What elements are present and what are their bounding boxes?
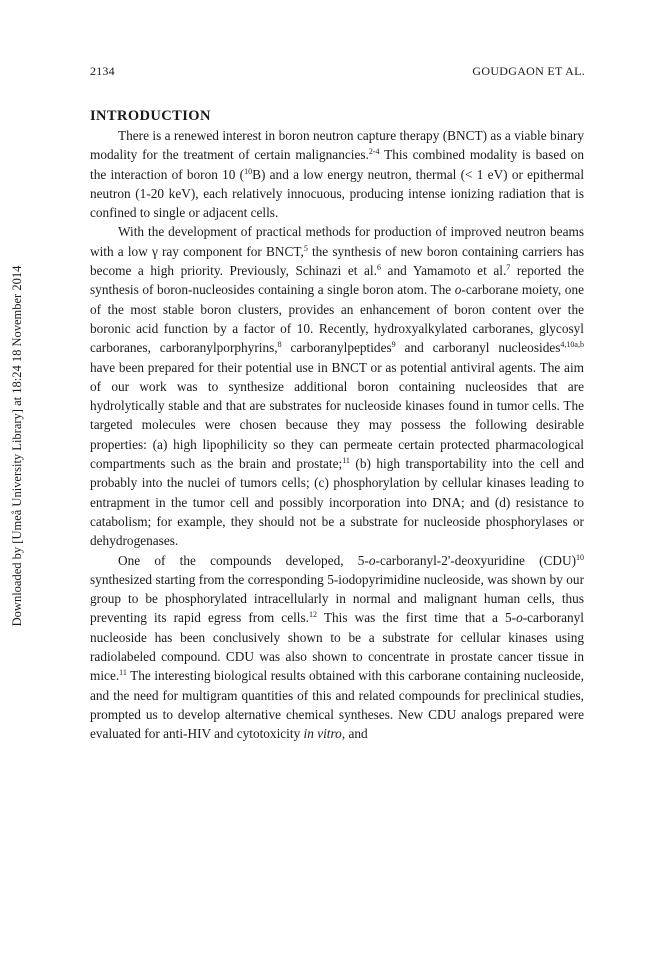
citation-superscript: 10 xyxy=(576,552,585,562)
citation-superscript: 8 xyxy=(277,340,282,350)
citation-superscript: 11 xyxy=(342,456,350,466)
text-run: There is a renewed interest in boron neutron capture therapy (BNCT) as a viable binary modality for the treatment of certain malignancies. xyxy=(90,128,584,163)
italic-text: o xyxy=(368,552,376,568)
page-number: 2134 xyxy=(90,64,115,78)
text-run: and carboranyl nucleosides xyxy=(395,340,561,356)
text-run: This was the first time that a 5- xyxy=(317,610,517,626)
text-run: One of the compounds developed, 5- xyxy=(118,552,369,568)
citation-superscript: 10 xyxy=(244,166,253,176)
paragraph xyxy=(90,126,584,222)
citation-superscript: 7 xyxy=(506,263,511,273)
citation-superscript: 9 xyxy=(391,340,396,350)
citation-superscript: 2-4 xyxy=(368,147,380,157)
text-run: -carboranyl-2'-deoxyuridine (CDU) xyxy=(375,552,577,568)
text-run: reported the synthesis of boron-nucleosides containing a single boron atom. The xyxy=(90,263,584,298)
text-run: synthesized starting from the corresponding 5-iodopyrimidine nucleoside, was shown by our group to be phosphorylated intracellularly in normal and malignant human cells, thus preventing its rapid egress from cells. xyxy=(90,571,584,626)
text-run: , and xyxy=(341,726,368,742)
italic-text: o xyxy=(516,610,523,626)
paragraph xyxy=(90,222,584,550)
section-heading: INTRODUCTION xyxy=(90,108,211,124)
text-run: carboranylpeptides xyxy=(281,340,392,356)
text-run: The interesting biological results obtained with this carborane containing nucleoside, and the need for multigram quantities of this and related compounds for preclinical studies, prompted us to develop alternative chemical syntheses. New CDU analogs prepared were evaluated for anti-HIV and cytotoxicity xyxy=(90,668,584,742)
citation-superscript: 11 xyxy=(119,668,127,678)
citation-superscript: 5 xyxy=(303,243,308,253)
body-text xyxy=(90,126,584,744)
download-watermark xyxy=(8,206,26,686)
text-run: B) and a low energy neutron, thermal (< 1 eV) or epithermal neutron (1-20 keV), each relatively innocuous, producing intense ionizing radiation that is confined to single or adjacent cells. xyxy=(90,166,585,221)
citation-superscript: 12 xyxy=(309,610,317,620)
citation-superscript: 6 xyxy=(376,263,381,273)
italic-text: o xyxy=(454,282,462,298)
citation-superscript: 4,10a,b xyxy=(560,340,584,350)
text-run: -carboranyl nucleoside has been conclusively shown to be a substrate for cellular kinases using radiolabeled compound. CDU was also shown to concentrate in prostate cancer tissue in mice. xyxy=(90,610,584,684)
text-run: the synthesis of new boron containing carriers has become a high priority. Previously, Schinazi et al. xyxy=(90,243,585,279)
text-run: (b) high transportability into the cell and probably into the nuclei of tumors cells; (c) phosphorylation by cellular kinases leading to entrapment in the tumor cell and possibly incorporation into DNA; and (d) resistance to catabolism; for example, they should not be a substrate for nucleoside phosphorylases or dehydrogenases. xyxy=(90,456,584,549)
text-run: -carborane moiety, one of the most stable boron clusters, provides an enhancement of boron content over the boronic acid function by a factor of 10. Recently, hydroxyalkylated carboranes, glycosyl carboranes, carboranylporphyrins, xyxy=(90,282,585,356)
text-run: and Yamamoto et al. xyxy=(380,263,507,279)
text-run: With the development of practical methods for production of improved neutron beams with a low γ ray component for BNCT, xyxy=(90,224,584,259)
paragraph xyxy=(90,551,584,744)
running-title: GOUDGAON ET AL. xyxy=(472,64,585,78)
italic-text: in vitro xyxy=(303,726,342,742)
download-watermark-text: Downloaded by [Umeå University Library] at 18:24 18 November 2014 xyxy=(10,265,24,627)
text-run: This combined modality is based on the interaction of boron 10 ( xyxy=(90,147,584,182)
text-run: have been prepared for their potential use in BNCT or as potential antiviral agents. The aim of our work was to synthesize additional boron containing nucleosides that are hydrolytically stable and that are substrates for nucleoside kinases found in tumor cells. The targeted molecules were chosen because they may possess the following desirable properties: (a) high lipophilicity so they can permeate certain protected pharmacological compartments such as the brain and prostate; xyxy=(90,359,584,472)
